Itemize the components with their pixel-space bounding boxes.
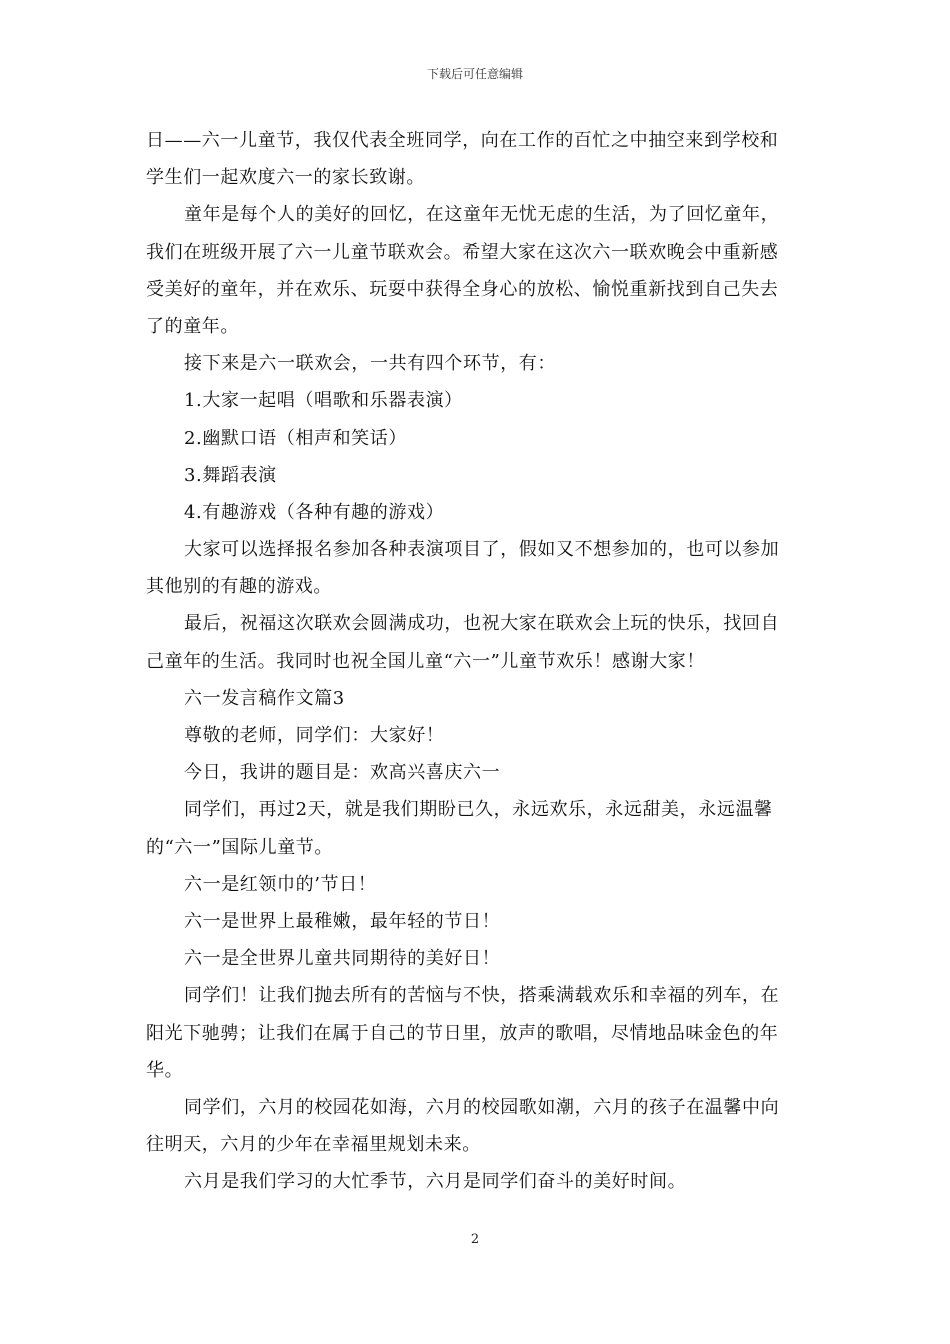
text-line: 往明天，六月的少年在幸福里规划未来。 xyxy=(146,1134,481,1156)
text-line: 4.有趣游戏（各种有趣的游戏） xyxy=(184,501,445,523)
text-line: 大家可以选择报名参加各种表演项目了，假如又不想参加的，也可以参加 xyxy=(184,539,780,561)
page-header: 下载后可任意编辑 xyxy=(426,67,523,81)
text-line: 尊敬的老师，同学们：大家好！ xyxy=(184,725,445,746)
text-line: 童年是每个人的美好的回忆，在这童年无忧无虑的生活，为了回忆童年， xyxy=(184,204,780,226)
text-line: 六一发言稿作文篇3 xyxy=(184,687,345,709)
text-line: 最后，祝福这次联欢会圆满成功，也祝大家在联欢会上玩的快乐，找回自 xyxy=(184,613,780,635)
text-line: 其他别的有趣的游戏。 xyxy=(146,576,332,598)
text-line: 学生们一起欢度六一的家长致谢。 xyxy=(146,167,425,189)
text-line: 六一是全世界儿童共同期待的美好日！ xyxy=(184,948,501,970)
text-line: 了的童年。 xyxy=(146,315,239,337)
text-line: 六月是我们学习的大忙季节，六月是同学们奋斗的美好时间。 xyxy=(184,1171,687,1193)
text-line: 2.幽默口语（相声和笑话） xyxy=(184,427,407,449)
text-line: 1.大家一起唱（唱歌和乐器表演） xyxy=(184,390,463,412)
text-line: 受美好的童年，并在欢乐、玩耍中获得全身心的放松、愉悦重新找到自己失去 xyxy=(146,278,779,300)
text-line: 同学们，再过2天，就是我们期盼已久，永远欢乐，永远甜美，永远温馨 xyxy=(184,799,773,821)
text-line: 今日，我讲的题目是：欢高兴喜庆六一 xyxy=(184,762,501,784)
text-line: 同学们！让我们抛去所有的苦恼与不快，搭乘满载欢乐和幸福的列车，在 xyxy=(184,985,780,1007)
text-line: 日——六一儿童节，我仅代表全班同学，向在工作的百忙之中抽空来到学校和 xyxy=(146,130,779,151)
text-line: 六一是世界上最稚嫩，最年轻的节日！ xyxy=(184,910,501,932)
text-line: 己童年的生活。我同时也祝全国儿童“六一”儿童节欢乐！感谢大家！ xyxy=(146,650,706,672)
page-number: 2 xyxy=(470,1232,480,1247)
text-line: 六一是红领巾的’节日！ xyxy=(184,873,377,895)
text-line: 接下来是六一联欢会，一共有四个环节，有： xyxy=(184,353,556,375)
text-line: 阳光下驰骋；让我们在属于自己的节日里，放声的歌唱，尽情地品味金色的年 xyxy=(146,1022,779,1044)
text-line: 的“六一”国际儿童节。 xyxy=(146,836,334,858)
text-line: 3.舞蹈表演 xyxy=(184,464,277,486)
text-line: 同学们，六月的校园花如海，六月的校园歌如潮，六月的孩子在温馨中向 xyxy=(184,1096,780,1118)
text-line: 我们在班级开展了六一儿童节联欢会。希望大家在这次六一联欢晚会中重新感 xyxy=(146,241,779,263)
text-line: 华。 xyxy=(146,1059,184,1081)
document-body xyxy=(146,122,810,1200)
